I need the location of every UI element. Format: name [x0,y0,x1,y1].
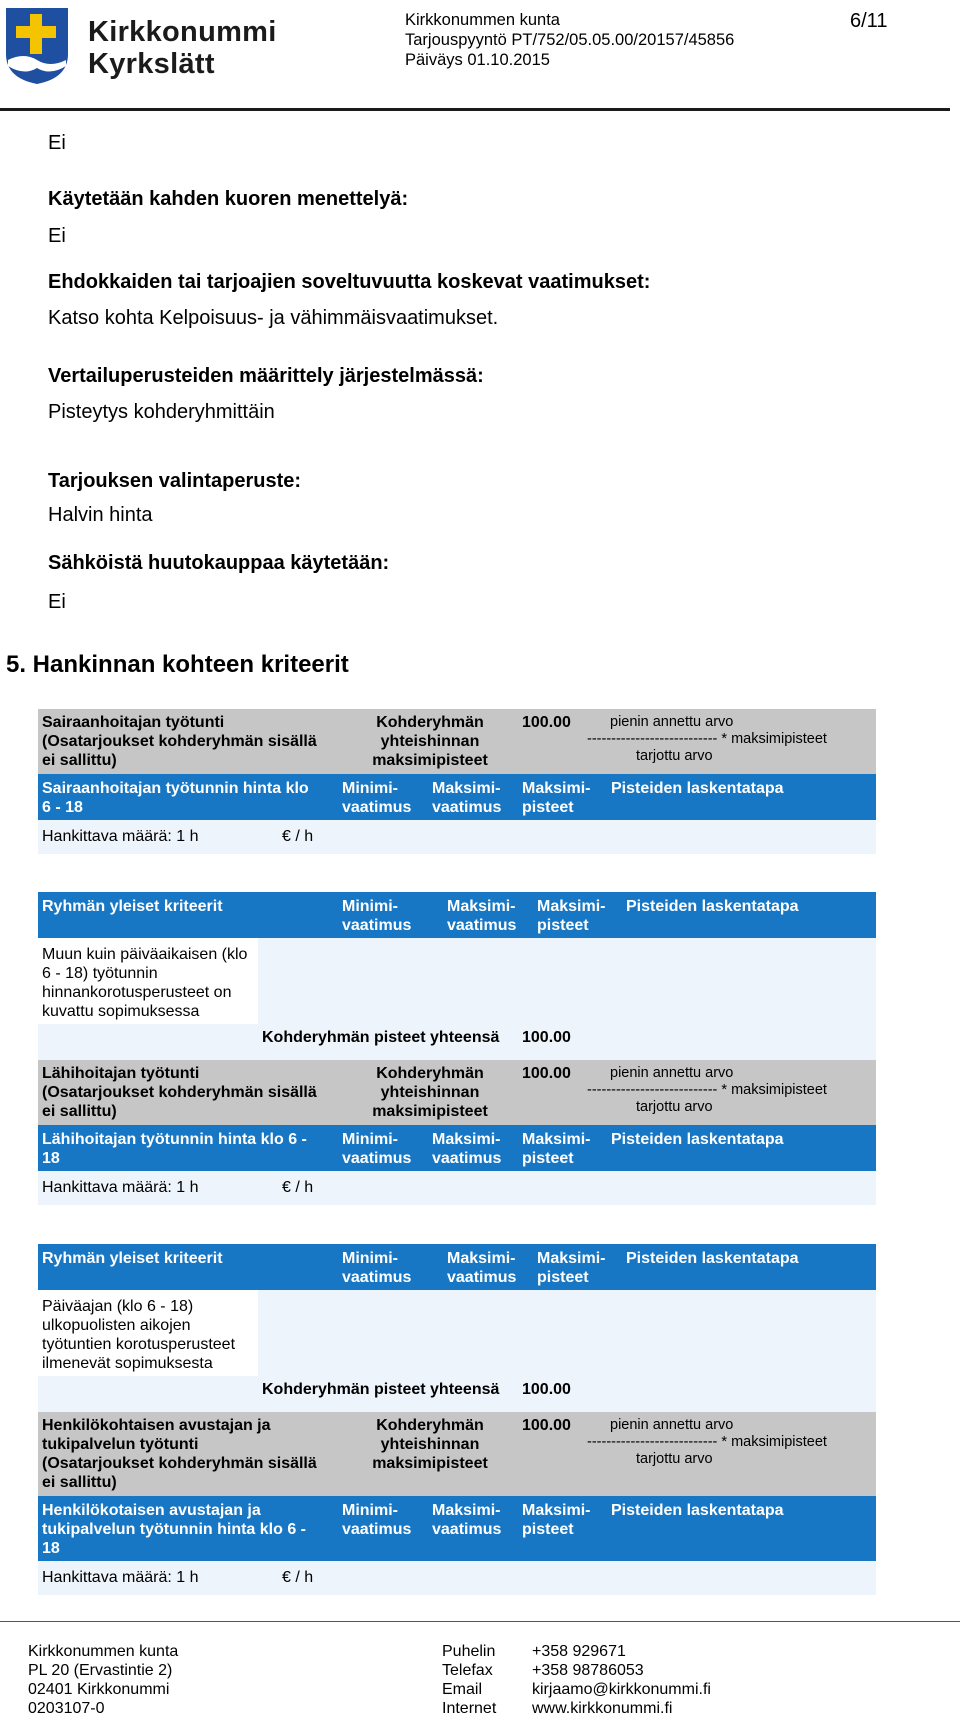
group-title: Henkilökohtaisen avustajan ja tukipalvelun työtunti (Osatarjoukset kohderyhmän sisällä ei sallittu) [42,1417,317,1491]
footer-contact-labels: Puhelin Telefax Email Internet [442,1643,497,1717]
question-e-auction: Sähköistä huutokauppaa käytetään: [48,552,390,574]
footer-divider [0,1621,960,1622]
answer-e-auction: Ei [48,591,66,613]
item-row [38,1496,876,1561]
col-min-req: Minimi- vaatimus [342,898,412,934]
col-min-req: Minimi- vaatimus [342,780,412,816]
question-criteria-definition: Vertailuperusteiden määrittely järjestelmässä: [48,365,484,387]
general-criteria-row [38,1290,876,1376]
quantity-row [38,1171,876,1205]
general-criteria-title: Ryhmän yleiset kriteerit [42,898,223,915]
question-suitability: Ehdokkaiden tai tarjoajien soveltuvuutta koskevat vaatimukset: [48,271,651,293]
header-divider [0,108,950,111]
col-max-points: Maksimi- pisteet [522,780,591,816]
group-max-label: Kohderyhmän yhteishinnan maksimipisteet [372,714,488,769]
col-min-req: Minimi- vaatimus [342,1250,412,1286]
quantity-row [38,820,876,854]
logo-text-line2: Kyrkslätt [88,48,215,80]
answer-ei-top: Ei [48,132,66,154]
group-header: Henkilökohtaisen avustajan ja tukipalvelun työtunti (Osatarjoukset kohderyhmän sisällä ei sallittu) Kohderyhmän yhteishinnan maksimipisteet 100.00 pienin annettu arvo --------------------------- * maksimipisteet tarjottu arvo [38,1412,876,1496]
header-reference: Tarjouspyyntö PT/752/05.05.00/20157/45856 [405,31,735,49]
group-total-value: 100.00 [522,1381,571,1398]
footer-phone: +358 929671 [532,1643,626,1660]
quantity-row [38,1561,876,1595]
item-name: Henkilökotaisen avustajan ja tukipalvelun työtunnin hinta klo 6 - 18 [42,1502,307,1557]
col-max-points: Maksimi- pisteet [522,1131,591,1167]
answer-two-envelope: Ei [48,225,66,247]
group-total-row [38,1376,876,1412]
footer-web-link[interactable]: www.kirkkonummi.fi [532,1700,673,1717]
document-header [405,10,734,70]
general-criteria-header [38,892,876,938]
group-title: Sairaanhoitajan työtunti (Osatarjoukset kohderyhmän sisällä ei sallittu) [42,714,317,769]
header-date: Päiväys 01.10.2015 [405,51,550,69]
page-number: 6/11 [850,10,888,32]
answer-award-basis: Halvin hinta [48,504,153,526]
general-criteria-header [38,1244,876,1290]
group-max-value: 100.00 [522,714,571,731]
quantity-text: Hankittava määrä: 1 h [42,1179,199,1196]
section-title: 5. Hankinnan kohteen kriteerit [6,651,349,678]
footer-address: Kirkkonummen kunta PL 20 (Ervastintie 2) 02401 Kirkkonummi 0203107-0 [28,1643,179,1717]
item-row [38,1125,876,1171]
group-max-value: 100.00 [522,1065,571,1082]
col-calc-method: Pisteiden laskentatapa [611,1131,784,1148]
col-max-points: Maksimi- pisteet [522,1502,591,1538]
municipality-logo [4,4,277,88]
item-row [38,774,876,820]
answer-criteria-definition: Pisteytys kohderyhmittäin [48,401,275,423]
header-org: Kirkkonummen kunta [405,11,560,29]
group-total-label: Kohderyhmän pisteet yhteensä [262,1029,500,1046]
item-name: Lähihoitajan työtunnin hinta klo 6 - 18 [42,1131,307,1167]
col-calc-method: Pisteiden laskentatapa [626,898,799,915]
quantity-text: Hankittava määrä: 1 h [42,1569,199,1586]
group-total-label: Kohderyhmän pisteet yhteensä [262,1381,500,1398]
col-max-req: Maksimi- vaatimus [447,1250,517,1286]
group-header: Sairaanhoitajan työtunti (Osatarjoukset kohderyhmän sisällä ei sallittu) Kohderyhmän yhteishinnan maksimipisteet 100.00 pienin annettu arvo --------------------------- * maksimipisteet tarjottu arvo [38,709,876,774]
question-two-envelope: Käytetään kahden kuoren menettelyä: [48,188,409,210]
group-title: Lähihoitajan työtunti (Osatarjoukset kohderyhmän sisällä ei sallittu) [42,1065,317,1120]
col-max-points: Maksimi- pisteet [537,898,606,934]
col-calc-method: Pisteiden laskentatapa [611,780,784,797]
unit-text: € / h [282,828,314,845]
group-total-row [38,1024,876,1060]
footer-email-link[interactable]: kirjaamo@kirkkonummi.fi [532,1681,711,1698]
col-max-req: Maksimi- vaatimus [432,1131,502,1167]
coat-of-arms-icon [4,6,70,86]
col-max-req: Maksimi- vaatimus [432,1502,502,1538]
group-max-label: Kohderyhmän yhteishinnan maksimipisteet [372,1065,488,1120]
col-max-req: Maksimi- vaatimus [432,780,502,816]
col-min-req: Minimi- vaatimus [342,1131,412,1167]
general-criteria-row [38,938,876,1024]
unit-text: € / h [282,1569,314,1586]
quantity-text: Hankittava määrä: 1 h [42,828,199,845]
answer-suitability: Katso kohta Kelpoisuus- ja vähimmäisvaatimukset. [48,307,499,329]
group-max-value: 100.00 [522,1417,571,1434]
col-calc-method: Pisteiden laskentatapa [611,1502,784,1519]
col-calc-method: Pisteiden laskentatapa [626,1250,799,1267]
general-criteria-text: Muun kuin päiväaikaisen (klo 6 - 18) työtunnin hinnankorotusperusteet on kuvattu sopimuksessa [42,946,248,1020]
group-total-value: 100.00 [522,1029,571,1046]
general-criteria-text: Päiväajan (klo 6 - 18) ulkopuolisten aikojen työtuntien korotusperusteet ilmenevät sopimuksesta [42,1298,236,1372]
general-criteria-title: Ryhmän yleiset kriteerit [42,1250,223,1267]
footer-fax: +358 98786053 [532,1662,644,1679]
group-header: Lähihoitajan työtunti (Osatarjoukset kohderyhmän sisällä ei sallittu) Kohderyhmän yhteishinnan maksimipisteet 100.00 pienin annettu arvo --------------------------- * maksimipisteet tarjottu arvo [38,1060,876,1125]
logo-text-line1: Kirkkonummi [88,16,277,48]
unit-text: € / h [282,1179,314,1196]
col-max-req: Maksimi- vaatimus [447,898,517,934]
item-name: Sairaanhoitajan työtunnin hinta klo 6 - 18 [42,780,309,816]
footer-contact-values [532,1642,711,1718]
question-award-basis: Tarjouksen valintaperuste: [48,470,302,492]
group-max-label: Kohderyhmän yhteishinnan maksimipisteet [372,1417,488,1472]
col-min-req: Minimi- vaatimus [342,1502,412,1538]
col-max-points: Maksimi- pisteet [537,1250,606,1286]
